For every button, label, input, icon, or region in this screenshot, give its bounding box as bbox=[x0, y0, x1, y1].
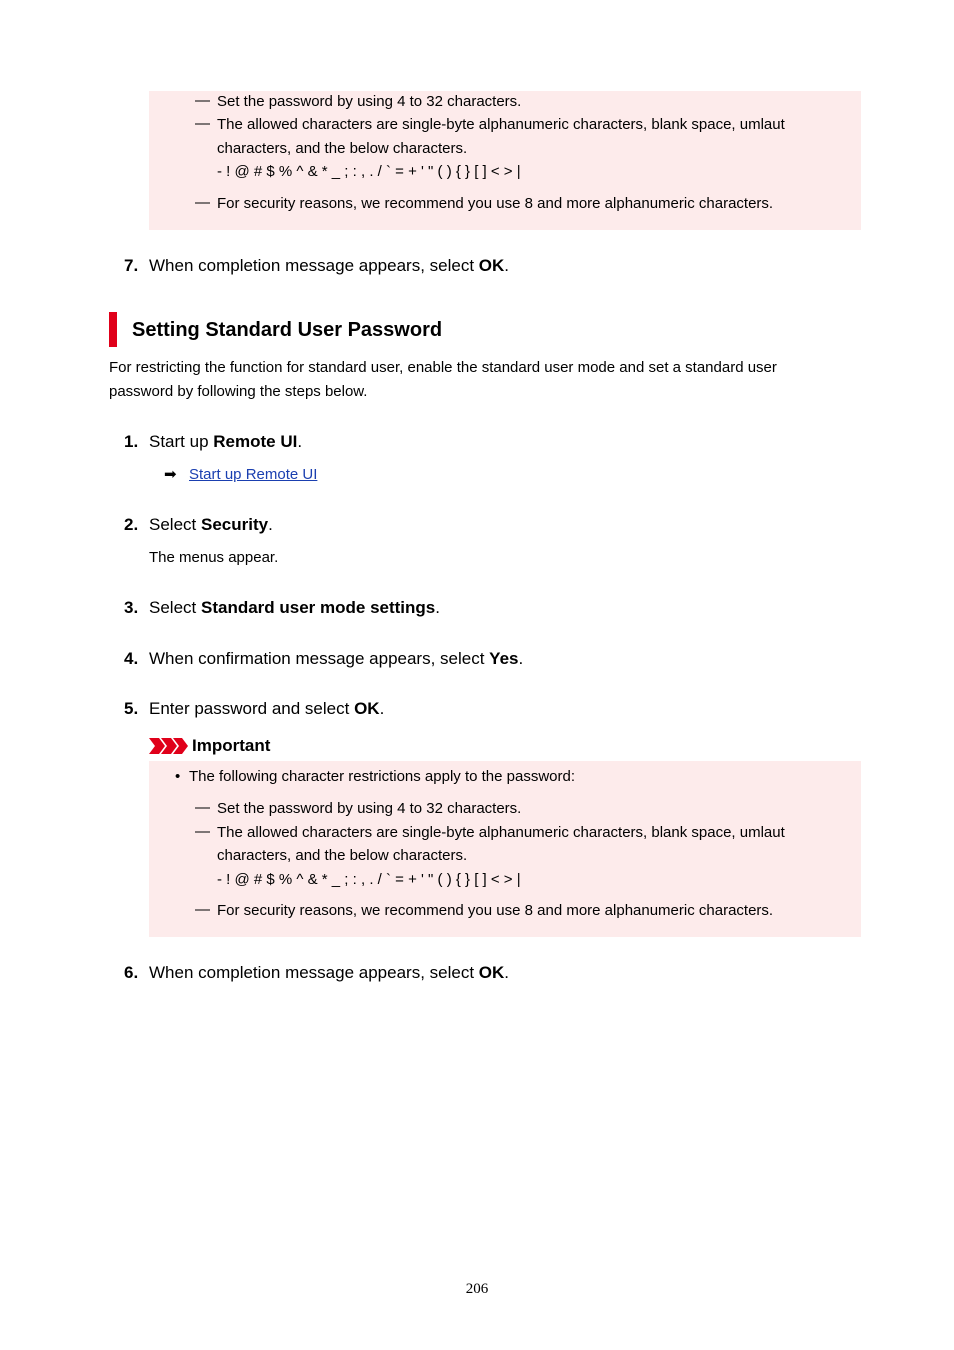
step-number: 4. bbox=[124, 649, 139, 668]
step-3-text: Select Standard user mode settings. bbox=[149, 598, 440, 617]
start-remote-ui-link[interactable]: Start up Remote UI bbox=[189, 466, 318, 483]
section-title: Setting Standard User Password bbox=[132, 319, 443, 341]
arrow-right-icon: ➡ bbox=[164, 466, 177, 483]
bullet-dot: • bbox=[175, 768, 181, 785]
section-accent-bar bbox=[109, 312, 117, 347]
dash-bullet: — bbox=[195, 92, 210, 109]
dash-bullet: — bbox=[195, 823, 210, 840]
step-number: 5. bbox=[124, 699, 139, 718]
restriction-allowed-line2: characters, and the below characters. bbox=[217, 847, 468, 864]
restriction-length: Set the password by using 4 to 32 characters. bbox=[217, 93, 522, 110]
restriction-allowed-line1: The allowed characters are single-byte alphanumeric characters, blank space, umlaut bbox=[217, 824, 785, 841]
dash-bullet: — bbox=[195, 799, 210, 816]
step-7-text: When completion message appears, select OK. bbox=[149, 256, 510, 275]
restriction-allowed-line1: The allowed characters are single-byte alphanumeric characters, blank space, umlaut bbox=[217, 116, 785, 133]
important-chevrons-icon bbox=[149, 738, 189, 754]
restriction-security: For security reasons, we recommend you use 8 and more alphanumeric characters. bbox=[217, 195, 774, 212]
step-number: 2. bbox=[124, 515, 139, 534]
restriction-length: Set the password by using 4 to 32 characters. bbox=[217, 800, 522, 817]
step-number: 3. bbox=[124, 598, 139, 617]
step-4-text: When confirmation message appears, select Yes. bbox=[149, 649, 524, 668]
step-2-text: Select Security. bbox=[149, 515, 273, 534]
important-label: Important bbox=[192, 736, 271, 755]
dash-bullet: — bbox=[195, 115, 210, 132]
step-number: 1. bbox=[124, 432, 139, 451]
restriction-allowed-chars: - ! @ # $ % ^ & * _ ; : , . / ` = + ' " ( ) { } [ ] < > | bbox=[217, 163, 521, 180]
step-6-text: When completion message appears, select OK. bbox=[149, 963, 510, 982]
restriction-allowed-line2: characters, and the below characters. bbox=[217, 140, 468, 157]
section-intro: For restricting the function for standard user, enable the standard user mode and set a standard user password by following the steps below. bbox=[109, 359, 777, 400]
restriction-security: For security reasons, we recommend you use 8 and more alphanumeric characters. bbox=[217, 902, 774, 919]
step-number: 7. bbox=[124, 256, 139, 275]
step-5-text: Enter password and select OK. bbox=[149, 699, 385, 718]
dash-bullet: — bbox=[195, 194, 210, 211]
page-number: 206 bbox=[465, 1281, 489, 1297]
important-intro: The following character restrictions apply to the password: bbox=[189, 768, 576, 785]
restriction-allowed-chars: - ! @ # $ % ^ & * _ ; : , . / ` = + ' " ( ) { } [ ] < > | bbox=[217, 871, 521, 888]
step-number: 6. bbox=[124, 963, 139, 982]
step-2-note: The menus appear. bbox=[149, 549, 279, 566]
step-1-text: Start up Remote UI. bbox=[149, 432, 303, 451]
dash-bullet: — bbox=[195, 901, 210, 918]
